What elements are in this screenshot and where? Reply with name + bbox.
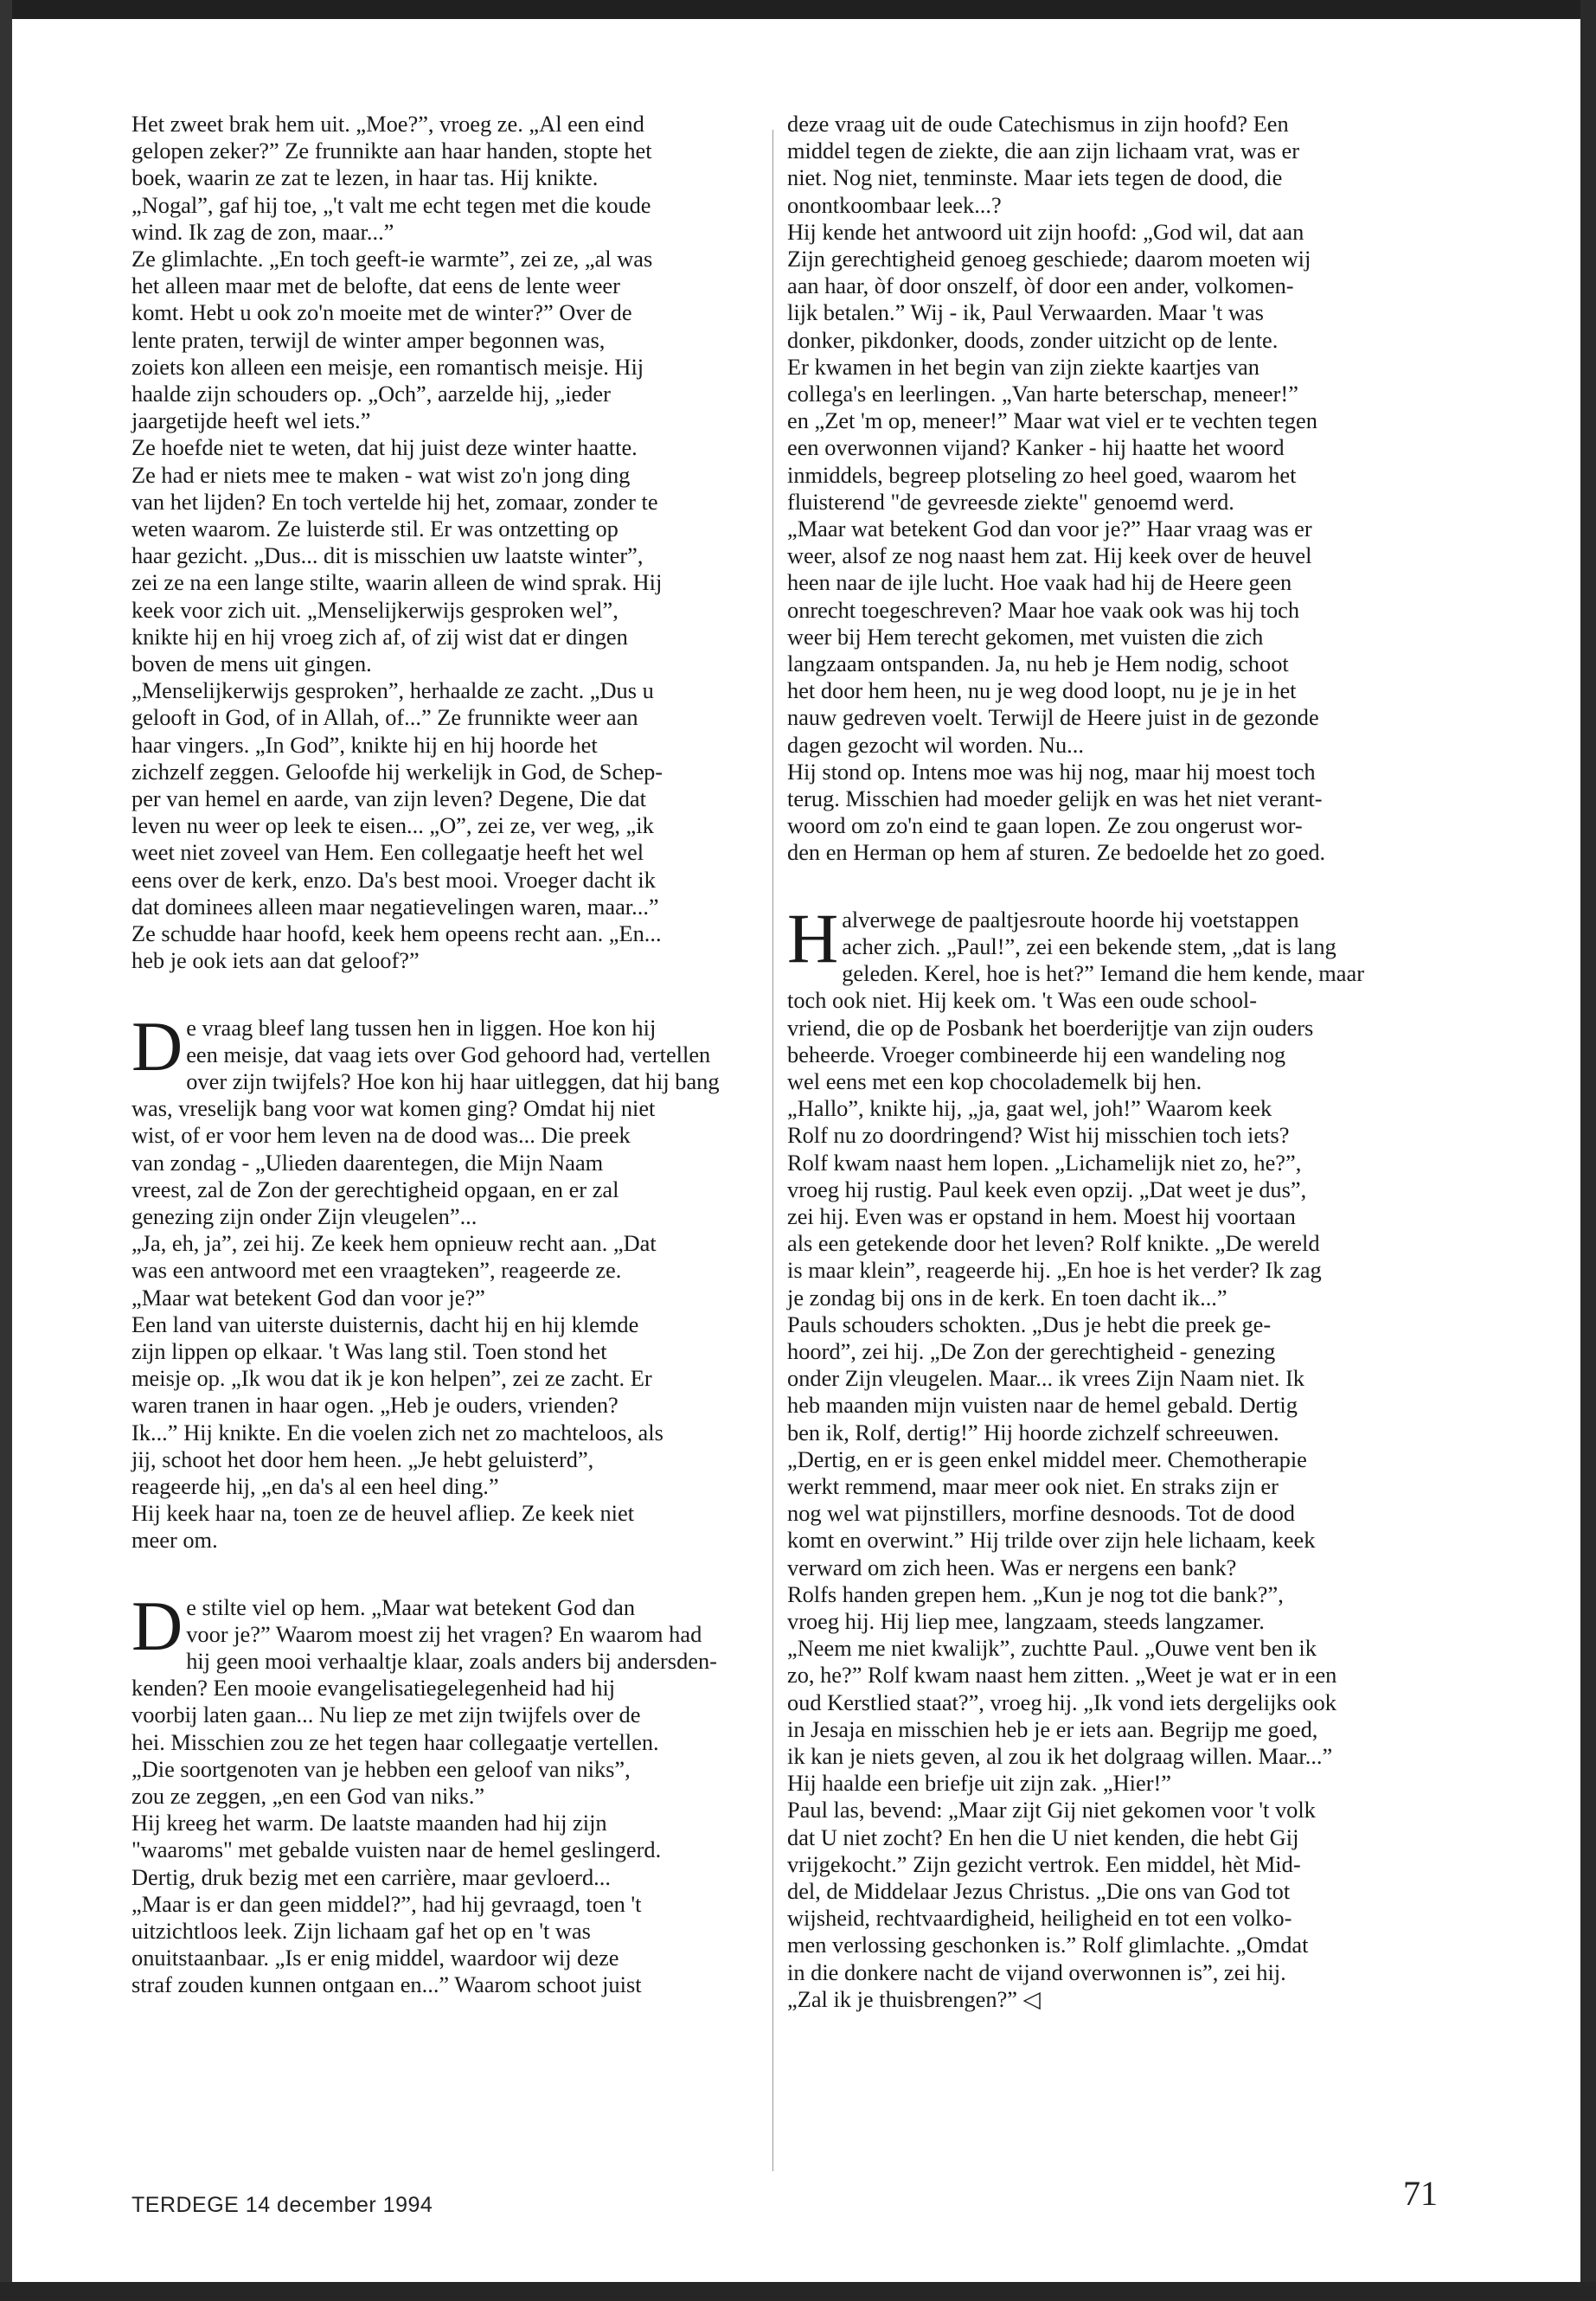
right-column [787, 111, 1427, 2013]
column-divider [772, 130, 773, 2171]
left-paragraph-1: Het zweet brak hem uit. „Moe?”, vroeg ze. „Al een eind gelopen zeker?” Ze frunnikte aan haar handen, stopte het boek, waarin ze zat te lezen, in haar tas. Hij knikte. „Nogal”, gaf hij toe, „'t valt me echt tegen met die koude wind. Ik zag de zon, maar...” Ze glimlachte. „En toch geeft-ie warmte”, zei ze, „al was het alleen maar met de belofte, dat eens de lente weer komt. Hebt u ook zo'n moeite met de winter?” Over de lente praten, terwijl de winter amper begonnen was, zoiets kon alleen een meisje, een romantisch meisje. Hij haalde zijn schouders op. „Och”, aarzelde hij, „ieder jaargetijde heeft wel iets.” Ze hoefde niet te weten, dat hij juist deze winter haatte. Ze had er niets mee te maken - wat wist zo'n jong ding van het lijden? En toch vertelde hij het, zomaar, zonder te weten waarom. Ze luisterde stil. Er was ontzetting op haar gezicht. „Dus... dit is misschien uw laatste winter”, zei ze na een lange stilte, waarin alleen de wind sprak. Hij keek voor zich uit. „Menselijkerwijs gesproken wel”, knikte hij en hij vroeg zich af, of zij wist dat er dingen boven de mens uit gingen. „Menselijkerwijs gesproken”, herhaalde ze zacht. „Dus u gelooft in God, of in Allah, of...” Ze frunnikte weer aan haar vingers. „In God”, knikte hij en hij hoorde het zichzelf zeggen. Geloofde hij werkelijk in God, de Schep- per van hemel en aarde, van zijn leven? Degene, Die dat leven nu weer op leek te eisen... „O”, zei ze, ver weg, „ik weet niet zoveel van Hem. Een collegaatje heeft het wel eens over de kerk, enzo. Da's best mooi. Vroeger dacht ik dat dominees alleen maar negatievelingen waren, maar...” Ze schudde haar hoofd, keek hem opeens recht aan. „En... heb je ook iets aan dat geloof?” [131, 111, 663, 974]
right-paragraph-1: deze vraag uit de oude Catechismus in zijn hoofd? Een middel tegen de ziekte, die aan zijn lichaam vrat, was er niet. Nog niet, tenminste. Maar iets tegen de dood, die onontkoombaar leek...? Hij kende het antwoord uit zijn hoofd: „God wil, dat aan Zijn gerechtigheid genoeg geschiede; daarom moeten wij aan haar, òf door onszelf, òf door een ander, volkomen- lijk betalen.” Wij - ik, Paul Verwaarden. Maar 't was donker, pikdonker, doods, zonder uitzicht op de lente. Er kwamen in het begin van zijn ziekte kaartjes van collega's en leerlingen. „Van harte beterschap, meneer!” en „Zet 'm op, meneer!” Maar wat viel er te vechten tegen een overwonnen vijand? Kanker - hij haatte het woord inmiddels, begreep plotseling zo heel goed, waarom het fluisterend "de gevreesde ziekte" genoemd werd. „Maar wat betekent God dan voor je?” Haar vraag was er weer, alsof ze nog naast hem zat. Hij keek over de heuvel heen naar de ijle lucht. Hoe vaak had hij de Heere geen onrecht toegeschreven? Maar hoe vaak ook was hij toch weer bij Hem terecht gekomen, met vuisten die zich langzaam ontspanden. Ja, nu heb je Hem nodig, schoot het door hem heen, nu je weg dood loopt, nu je je in het nauw gedreven voelt. Terwijl de Heere juist in de gezonde dagen gezocht wil worden. Nu... Hij stond op. Intens moe was hij nog, maar hij moest toch terug. Misschien had moeder gelijk en was het niet verant- woord om zo'n eind te gaan lopen. Ze zou ongerust wor- den en Herman op hem af sturen. Ze bedoelde het zo goed. [787, 111, 1326, 866]
left-section-3 [131, 1586, 772, 1999]
page-number: 71 [1403, 2174, 1438, 2213]
drop-cap-initial: D [131, 1586, 183, 1665]
left-paragraph-3: e stilte viel op hem. „Maar wat betekent God dan voor je?” Waarom moest zij het vragen? En waarom had hij geen mooi verhaaltje klaar, zoals anders bij andersden- kenden? Een mooie evangelisatiegelegenheid had hij voorbij laten gaan... Nu liep ze met zijn twijfels over de hei. Misschien zou ze het tegen haar collegaatje vertellen. „Die soortgenoten van je hebben een geloof van niks”, zou ze zeggen, „en een God van niks.” Hij kreeg het warm. De laatste maanden had hij zijn "waaroms" met gebalde vuisten naar de hemel geslingerd. Dertig, druk bezig met een carrière, maar gevloerd... „Maar is er dan geen middel?”, had hij gevraagd, toen 't uitzichtloos leek. Zijn lichaam gaf het op en 't was onuitstaanbaar. „Is er enig middel, waardoor wij deze straf zouden kunnen ontgaan en...” Waarom schoot juist [131, 1593, 717, 1998]
scan-edge-left [0, 0, 12, 2301]
scan-edge-bottom [0, 2282, 1596, 2301]
left-paragraph-2: e vraag bleef lang tussen hen in liggen. Hoe kon hij een meisje, dat vaag iets over God gehoord had, vertellen over zijn twijfels? Hoe kon hij haar uitleggen, dat hij bang was, vreselijk bang voor wat komen ging? Omdat hij niet wist, of er voor hem leven na de dood was... Die preek van zondag - „Ulieden daarentegen, die Mijn Naam vreest, zal de Zon der gerechtigheid opgaan, en er zal genezing zijn onder Zijn vleugelen”... „Ja, eh, ja”, zei hij. Ze keek hem opnieuw recht aan. „Dat was een antwoord met een vraagteken”, reageerde ze. „Maar wat betekent God dan voor je?” Een land van uiterste duisternis, dacht hij en hij klemde zijn lippen op elkaar. 't Was lang stil. Toen stond het meisje op. „Ik wou dat ik je kon helpen”, zei ze zacht. Er waren tranen in haar ogen. „Heb je ouders, vrienden? Ik...” Hij knikte. En die voelen zich net zo machteloos, als jij, schoot het door hem heen. „Je hebt geluisterd”, reageerde hij, „en da's al een heel ding.” Hij keek haar na, toen ze de heuvel afliep. Ze keek niet meer om. [131, 1014, 720, 1554]
scan-edge-top [0, 0, 1596, 19]
scan-edge-right [1580, 0, 1596, 2301]
right-section-2 [787, 898, 1427, 2013]
drop-cap-initial: D [131, 1006, 183, 1086]
left-section-2 [131, 1006, 772, 1554]
drop-cap-initial: H [787, 898, 839, 977]
left-column [131, 111, 772, 1999]
magazine-footer: TERDEGE 14 december 1994 [131, 2193, 433, 2217]
right-paragraph-2: alverwege de paaltjesroute hoorde hij voetstappen acher zich. „Paul!”, zei een bekende stem, „dat is lang geleden. Kerel, hoe is het?” Iemand die hem kende, maar toch ook niet. Hij keek om. 't Was een oude school- vriend, die op de Posbank het boerderijtje van zijn ouders beheerde. Vroeger combineerde hij een wandeling nog wel eens met een kop chocolademelk bij hen. „Hallo”, knikte hij, „ja, gaat wel, joh!” Waarom keek Rolf nu zo doordringend? Wist hij misschien toch iets? Rolf kwam naast hem lopen. „Lichamelijk niet zo, he?”, vroeg hij rustig. Paul keek even opzij. „Dat weet je dus”, zei hij. Even was er opstand in hem. Moest hij voortaan als een getekende door het leven? Rolf knikte. „De wereld is maar klein”, reageerde hij. „En hoe is het verder? Ik zag je zondag bij ons in de kerk. En toen dacht ik...” Pauls schouders schokten. „Dus je hebt die preek ge- hoord”, zei hij. „De Zon der gerechtigheid - genezing onder Zijn vleugelen. Maar... ik vrees Zijn Naam niet. Ik heb maanden mijn vuisten naar de hemel gebald. Dertig ben ik, Rolf, dertig!” Hij hoorde zichzelf schreeuwen. „Dertig, en er is geen enkel middel meer. Chemotherapie werkt remmend, maar meer ook niet. En straks zijn er nog wel wat pijnstillers, morfine desnoods. Tot de dood komt en overwint.” Hij trilde over zijn hele lichaam, keek verward om zich heen. Was er nergens een bank? Rolfs handen grepen hem. „Kun je nog tot die bank?”, vroeg hij. Hij liep mee, langzaam, steeds langzamer. „Neem me niet kwalijk”, zuchtte Paul. „Ouwe vent ben ik zo, he?” Rolf kwam naast hem zitten. „Weet je wat er in een oud Kerstlied staat?”, vroeg hij. „Ik vond iets dergelijks ook in Jesaja en misschien heb je er iets aan. Begrijp me goed, ik kan je niets geven, al zou ik het dolgraag willen. Maar...” Hij haalde een briefje uit zijn zak. „Hier!” Paul las, bevend: „Maar zijt Gij niet gekomen voor 't volk dat U niet zocht? En hen die U niet kenden, die hebt Gij vrijgekocht.” Zijn gezicht vertrok. Een middel, hèt Mid- del, de Middelaar Jezus Christus. „Die ons van God tot wijsheid, rechtvaardigheid, heiligheid en tot een volko- men verlossing geschonken is.” Rolf glimlachte. „Omdat in die donkere nacht de vijand overwonnen is”, zei hij. „Zal ik je thuisbrengen?” ◁ [787, 906, 1364, 2012]
